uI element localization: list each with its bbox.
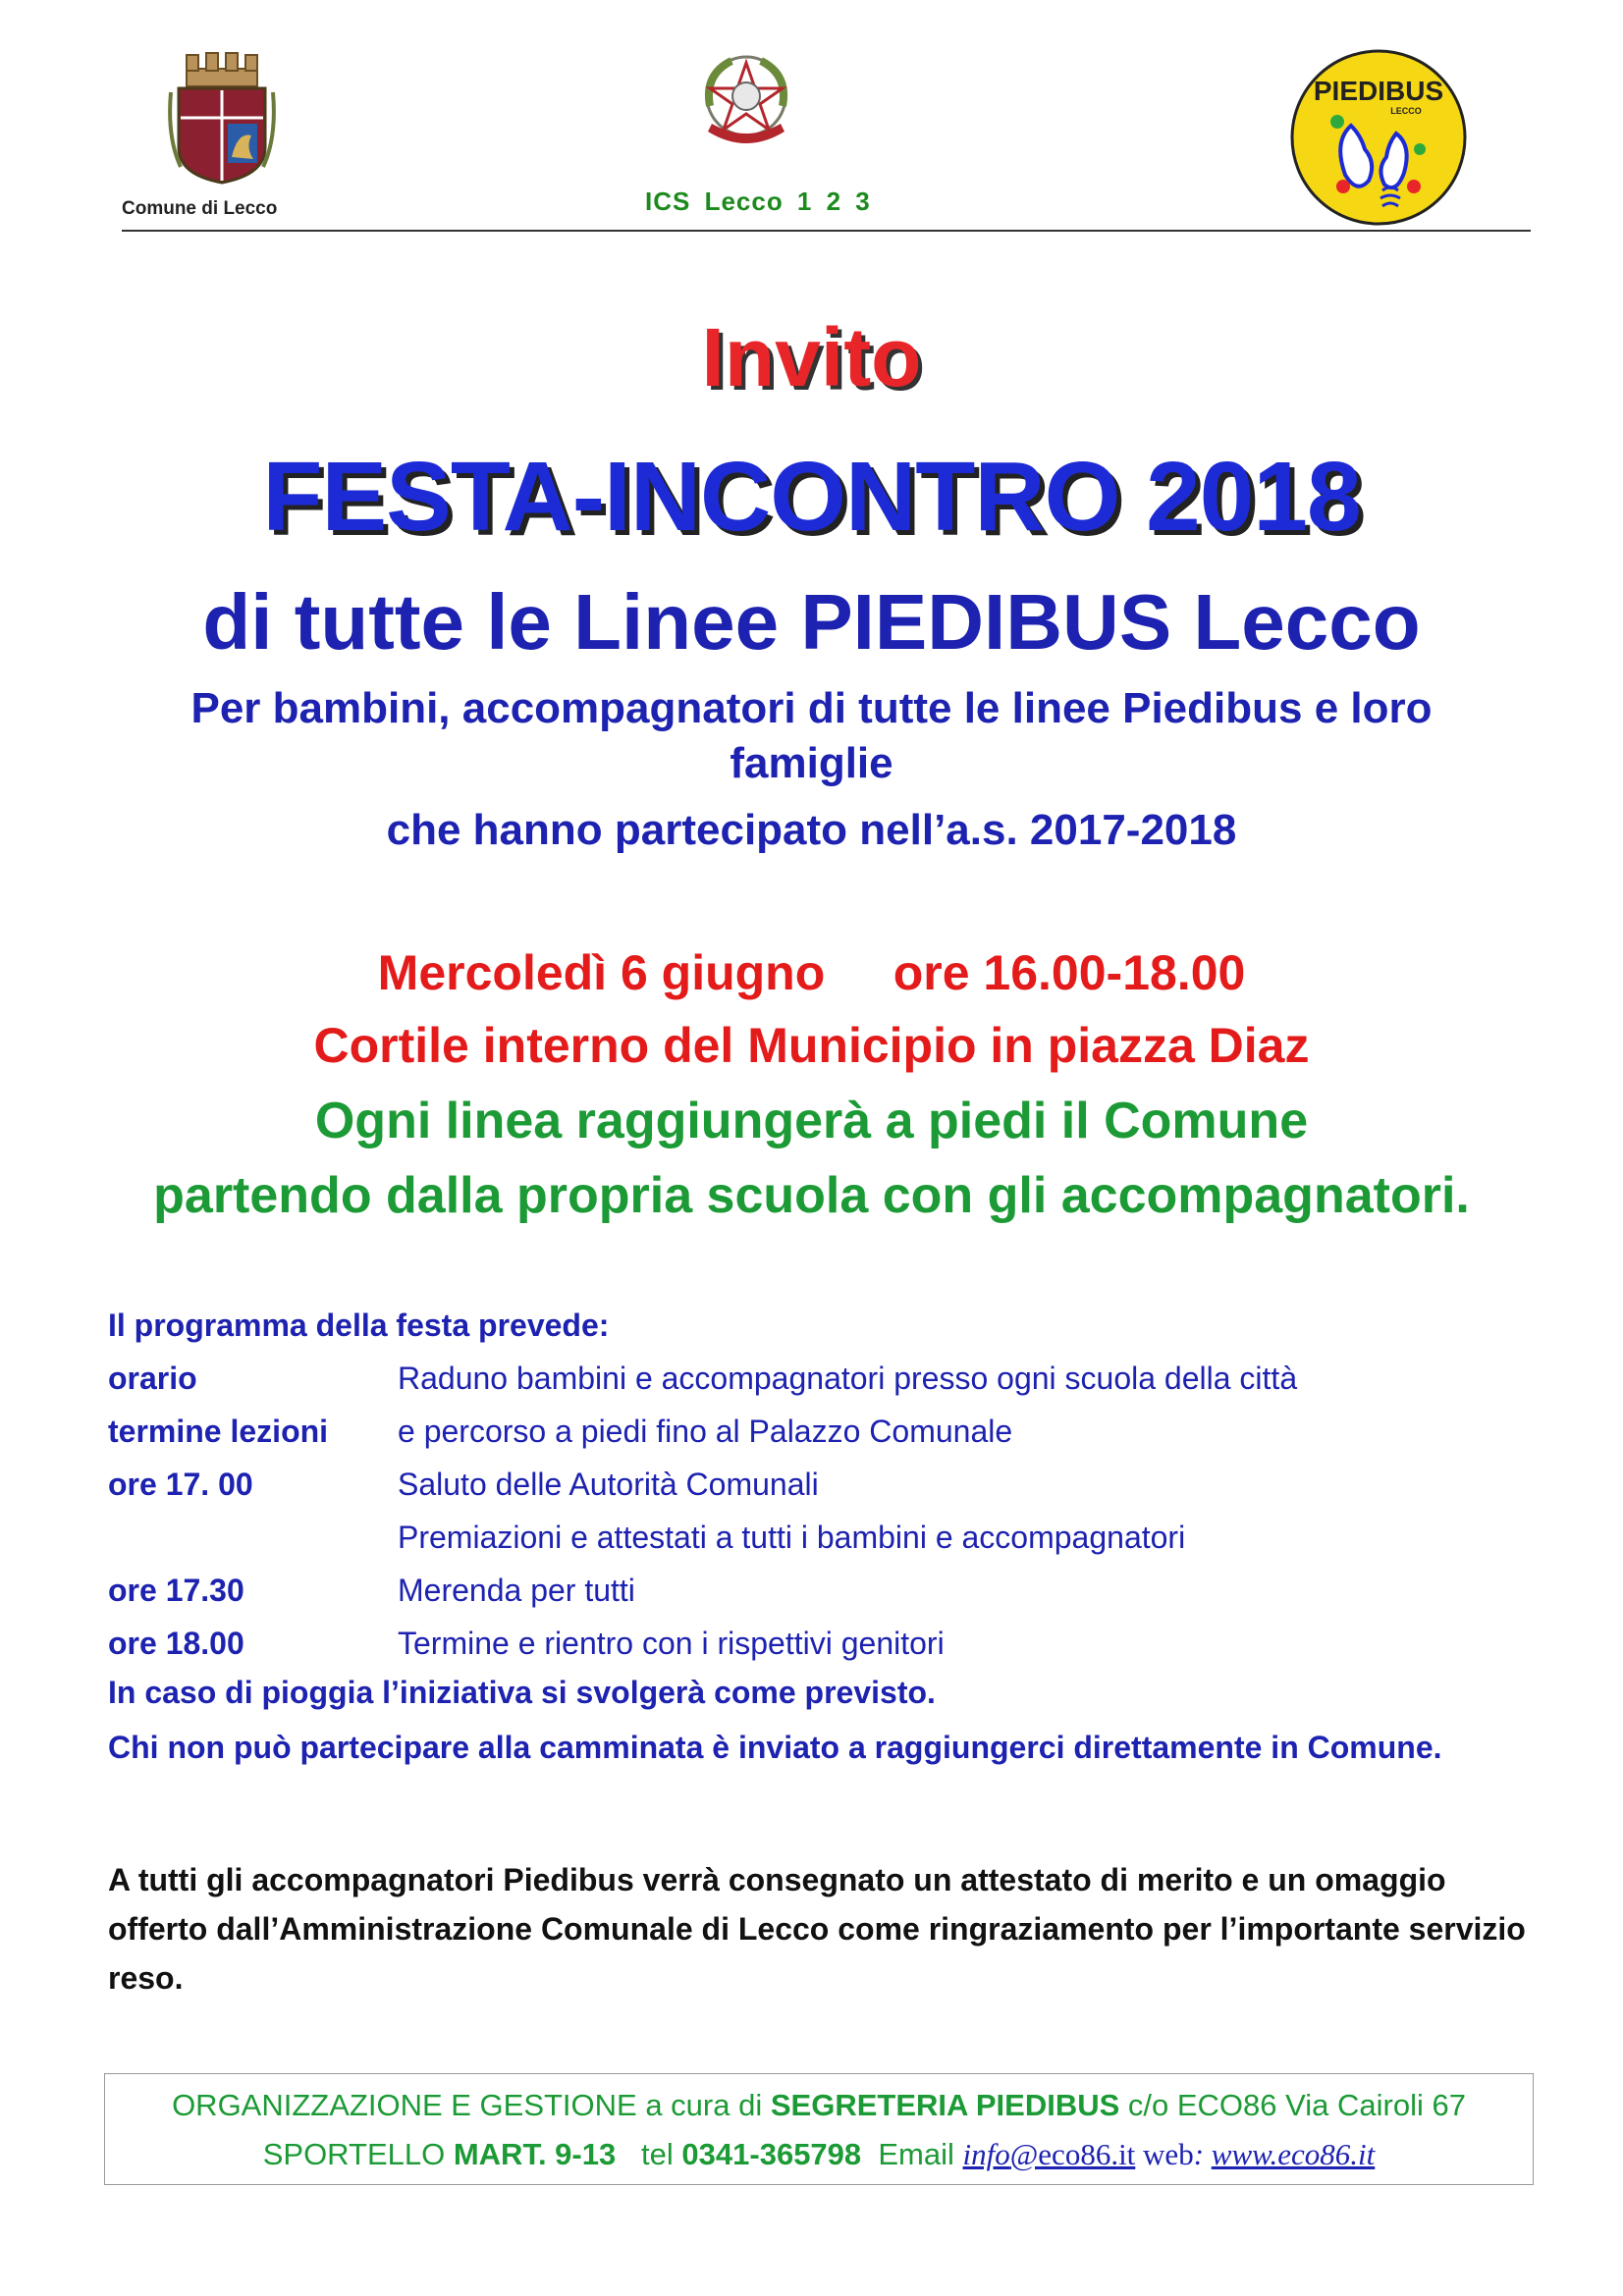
program-desc: Premiazioni e attestati a tutti i bambini e accompagnatori — [398, 1520, 1186, 1555]
audience-line-3: che hanno partecipato nell’a.s. 2017-2018 — [386, 806, 1237, 854]
footer-web-label: web — [1135, 2137, 1194, 2171]
audience-line-2: famiglie — [730, 739, 893, 787]
event-date-time: Mercoledì 6 giugno ore 16.00-18.00 — [377, 945, 1246, 1000]
walking-note-line-1: Ogni linea raggiungerà a piedi il Comune — [314, 1093, 1309, 1149]
footer-tel-label: tel — [616, 2137, 682, 2171]
footer-email-label: Email — [861, 2137, 963, 2171]
footer-web-link[interactable]: www.eco86.it — [1211, 2137, 1376, 2171]
program-time: ore 18.00 — [108, 1626, 244, 1661]
program-time: ore 17. 00 — [108, 1467, 253, 1502]
piedibus-logo-icon — [1288, 47, 1469, 228]
program-desc: Termine e rientro con i rispettivi genitori — [398, 1626, 945, 1661]
footer-email-user: info — [962, 2137, 1010, 2171]
footer-organization-line — [105, 2088, 1533, 2123]
rain-note: In caso di pioggia l’iniziativa si svolgerà come previsto. — [108, 1675, 936, 1710]
footer-org-suffix: c/o ECO86 Via Cairoli 67 — [1119, 2088, 1466, 2122]
emblem-of-italy-icon — [692, 47, 800, 155]
audience-line-1: Per bambini, accompagnatori di tutte le linee Piedibus e loro — [190, 684, 1433, 732]
footer-sportello-label: SPORTELLO — [262, 2137, 454, 2171]
footer-org-name: SEGRETERIA PIEDIBUS — [770, 2088, 1120, 2122]
program-row — [108, 1467, 1522, 1520]
program-desc: Raduno bambini e accompagnatori presso ogni scuola della città — [398, 1361, 1298, 1396]
invito-heading: Invito — [701, 311, 922, 403]
footer-sportello-hours: MART. 9-13 — [453, 2137, 617, 2171]
program-time: orario — [108, 1361, 197, 1396]
program-desc: Saluto delle Autorità Comunali — [398, 1467, 819, 1502]
program-row — [108, 1626, 1522, 1679]
piedibus-logo-sub: LECCO — [1390, 106, 1422, 116]
event-place: Cortile interno del Municipio in piazza Diaz — [313, 1018, 1310, 1073]
program-row — [108, 1414, 1522, 1467]
program-row — [108, 1520, 1522, 1573]
footer-box — [104, 2073, 1534, 2185]
header — [0, 0, 1623, 236]
piedibus-logo-text: PIEDIBUS — [1313, 76, 1444, 106]
comune-lecco-coat-of-arms-icon — [167, 49, 277, 187]
direct-attendance-note: Chi non può partecipare alla camminata è inviato a raggiungerci direttamente in Comune. — [108, 1730, 1442, 1765]
linee-subtitle: di tutte le Linee PIEDIBUS Lecco — [202, 578, 1421, 666]
program-time: ore 17.30 — [108, 1573, 244, 1608]
header-divider — [122, 230, 1531, 232]
program-time: termine lezioni — [108, 1414, 329, 1449]
acknowledgement-paragraph: A tutti gli accompagnatori Piedibus verrà consegnato un attestato di merito e un omaggio offerto dall’Amministrazione Comunale di Lecco come ringraziamento per l’importante servizio reso. — [108, 1862, 1526, 1996]
festa-incontro-title: FESTA-INCONTRO 2018 — [262, 442, 1361, 552]
footer-contact-line — [105, 2137, 1533, 2172]
ics-lecco-label: ICS Lecco 1 2 3 — [645, 187, 871, 216]
walking-note-line-2: partendo dalla propria scuola con gli accompagnatori. — [153, 1167, 1470, 1224]
footer-web-colon: : — [1193, 2137, 1212, 2171]
program-title: Il programma della festa prevede: — [108, 1308, 610, 1343]
program-row — [108, 1573, 1522, 1626]
footer-email-link[interactable] — [963, 2137, 1136, 2171]
footer-email-domain: @eco86.it — [1009, 2137, 1136, 2171]
program-desc: Merenda per tutti — [398, 1573, 635, 1608]
footer-tel-number: 0341-365798 — [681, 2137, 862, 2171]
footer-org-prefix: ORGANIZZAZIONE E GESTIONE a cura di — [172, 2088, 771, 2122]
program-row — [108, 1361, 1522, 1414]
comune-label: Comune di Lecco — [122, 198, 278, 219]
program-desc: e percorso a piedi fino al Palazzo Comunale — [398, 1414, 1013, 1449]
